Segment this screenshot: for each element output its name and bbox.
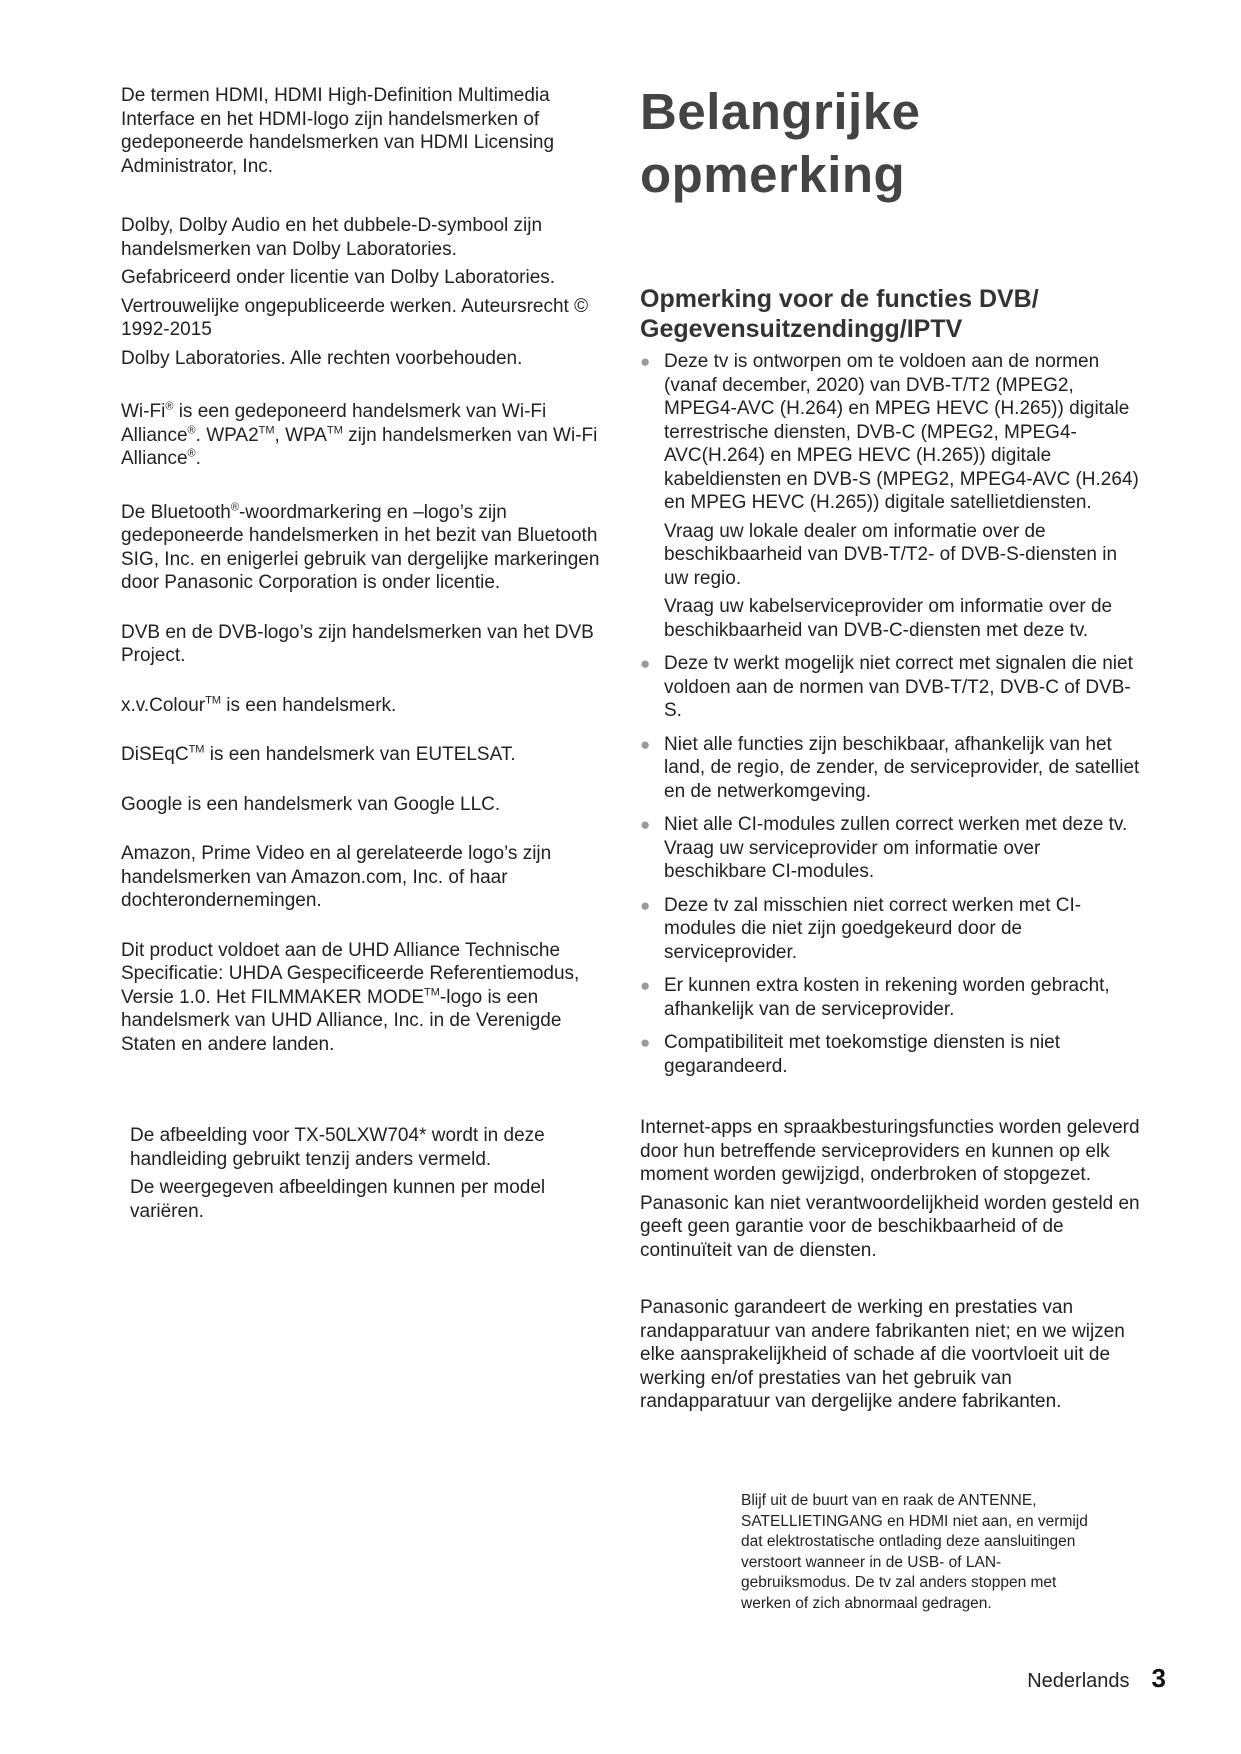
internet-apps-note: Internet-apps en spraakbesturingsfuncties worden geleverd door hun betreffende serviceproviders en kunnen op elk moment worden gewijzigd, onderbroken of stopgezet. Panasonic kan niet verantwoordelijkheid worden gesteld en geeft geen garantie voor de beschikbaarheid of de continuïteit van de diensten. — [640, 1117, 1140, 1261]
page-title: Belangrijke opmerking — [640, 83, 921, 203]
bullet-icon: ● — [640, 352, 651, 371]
list-item: ● Niet alle CI-modules zullen correct werken met deze tv. Vraag uw serviceprovider om informatie over beschikbare CI-modules. — [640, 814, 1128, 882]
bullet-icon: ● — [640, 976, 651, 995]
amazon-trademark-note: Amazon, Prime Video en al gerelateerde logo’s zijn handelsmerken van Amazon.com, Inc. of haar dochterondernemingen. — [121, 843, 552, 911]
list-item: ● Compatibiliteit met toekomstige diensten is niet gegarandeerd. — [640, 1032, 1061, 1077]
list-item: ● Niet alle functies zijn beschikbaar, afhankelijk van het land, de regio, de zender, de serviceprovider, de satelliet en de netwerkomgeving. — [640, 733, 1140, 802]
page-footer — [1027, 1663, 1166, 1694]
esd-warning-note: Blijf uit de buurt van en raak de ANTENNE, SATELLIETINGANG en HDMI niet aan, en vermijd dat elektrostatische ontlading deze aansluitingen verstoort wanneer in de USB- of LAN-gebruiksmodus. De tv zal anders stoppen met werken of zich abnormaal gedragen. — [741, 1492, 1088, 1612]
bullet-icon: ● — [640, 654, 651, 673]
list-item: ● Deze tv werkt mogelijk niet correct met signalen die niet voldoen aan de normen van DVB-T/T2, DVB-C of DVB-S. — [640, 653, 1133, 721]
list-item: ● Er kunnen extra kosten in rekening worden gebracht, afhankelijk van de serviceprovider. — [640, 975, 1110, 1020]
bullet-icon: ● — [640, 1033, 651, 1052]
notice-list — [640, 350, 1140, 1078]
uhd-alliance-note: Dit product voldoet aan de UHD Alliance Technische Specificatie: UHDA Gespecificeerde Referentiemodus, Versie 1.0. Het FILMMAKER MODE™-logo is een handelsmerk van UHD Alliance, Inc. in de Verenigde Staten en andere landen. — [121, 939, 580, 1055]
bluetooth-trademark-note: De Bluetooth®-woordmarkering en –logo’s zijn gedeponeerde handelsmerken in het bezit van Bluetooth SIG, Inc. en enigerlei gebruik van dergelijke markeringen door Panasonic Corporation is onder licentie. — [121, 501, 600, 593]
google-trademark-note: Google is een handelsmerk van Google LLC. — [121, 793, 501, 815]
bullet-icon: ● — [640, 734, 651, 754]
diseqc-trademark-note: DiSEqC™ is een handelsmerk van EUTELSAT. — [121, 743, 516, 765]
xvcolour-trademark-note: x.v.Colour™ is een handelsmerk. — [121, 694, 397, 716]
bullet-icon: ● — [640, 815, 651, 834]
dolby-trademark-note: Dolby, Dolby Audio en het dubbele-D-symbool zijn handelsmerken van Dolby Laboratories. Gefabriceerd onder licentie van Dolby Laboratories. Vertrouwelijke ongepubliceerde werken. Auteursrecht © 1992-2015 Dolby Laboratories. Alle rechten voorbehouden. — [121, 215, 589, 369]
wifi-trademark-note: Wi-Fi® is een gedeponeerd handelsmerk van Wi-Fi Alliance®. WPA2™, WPA™ zijn handelsmerken van Wi-Fi Alliance®. — [121, 400, 598, 469]
right-column — [640, 80, 1140, 1422]
list-item: ● Deze tv zal misschien niet correct werken met CI-modules die niet zijn goedgekeurd door de serviceprovider. — [640, 894, 1082, 963]
left-column — [121, 84, 611, 1231]
footer-language: Nederlands — [1027, 1670, 1130, 1692]
image-disclaimer: De afbeelding voor TX-50LXW704* wordt in deze handleiding gebruikt tenzij anders vermeld. De weergegeven afbeeldingen kunnen per model variëren. — [130, 1125, 546, 1222]
page-number: 3 — [1151, 1663, 1166, 1693]
section-heading: Opmerking voor de functies DVB/ Gegevensuitzendingg/IPTV — [640, 285, 1039, 343]
hdmi-trademark-note: De termen HDMI, HDMI High-Definition Multimedia Interface en het HDMI-logo zijn handelsmerken of gedeponeerde handelsmerken van HDMI Licensing Administrator, Inc. — [121, 85, 555, 177]
list-item: ● Deze tv is ontworpen om te voldoen aan de normen (vanaf december, 2020) van DVB-T/T2 (MPEG2, MPEG4-AVC (H.264) en MPEG HEVC (H.265)) digitale terrestrische diensten, DVB-C (MPEG2, MPEG4-AVC(H.264) en MPEG HEVC (H.265)) digitale kabeldiensten en DVB-S (MPEG2, MPEG4-AVC (H.264) en MPEG HEVC (H.265)) digitale satellietdiensten. Vraag uw lokale dealer om informatie over de beschikbaarheid van DVB-T/T2- of DVB-S-diensten in uw regio. Vraag uw kabelserviceprovider om informatie over de beschikbaarheid van DVB-C-diensten met deze tv. — [640, 351, 1139, 641]
bullet-icon: ● — [640, 895, 651, 915]
dvb-trademark-note: DVB en de DVB-logo’s zijn handelsmerken van het DVB Project. — [121, 621, 594, 666]
peripheral-disclaimer: Panasonic garandeert de werking en prestaties van randapparatuur van andere fabrikanten niet; en we wijzen elke aansprakelijkheid of schade af die voortvloeit uit de werking en/of prestaties van het gebruik van randapparatuur van dergelijke andere fabrikanten. — [640, 1297, 1125, 1412]
